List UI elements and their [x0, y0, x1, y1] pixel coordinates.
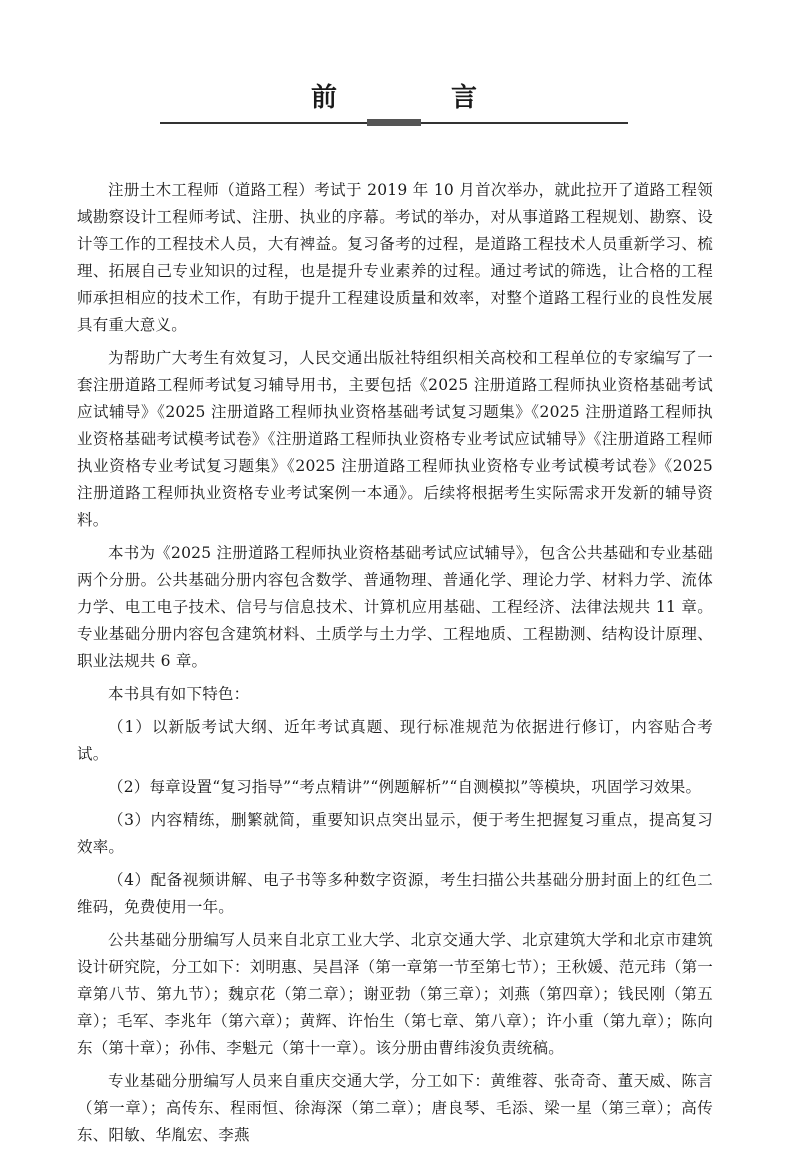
paragraph-book-content: 本书为《2025 注册道路工程师执业资格基础考试应试辅导》，包含公共基础和专业基础两个分册。公共基础分册内容包含数学、普通物理、普通化学、理论力学、材料力学、流体力学、电工电子技术、信号与信息技术、计算机应用基础、工程经济、法律法规共 11 章。专业基础分册内容包含建筑材料、土质学与土力学、工程地质、工程勘测、结构设计原理、职业法规共 6 章。: [77, 544, 713, 670]
paragraph-series: 为帮助广大考生有效复习，人民交通出版社特组织相关高校和工程单位的专家编写了一套注册道路工程师考试复习辅导用书，主要包括《2025 注册道路工程师执业资格基础考试应试辅导》《2025 注册道路工程师执业资格基础考试复习题集》《2025 注册道路工程师执业资格基础考试模考试卷》《注册道路工程师执业资格专业考试应试辅导》《注册道路工程师执业资格专业考试复习题集》《2025 注册道路工程师执业资格专业考试模考试卷》《2025 注册道路工程师执业资格专业考试案例一本通》。后续将根据考生实际需求开发新的辅导资料。: [77, 349, 713, 529]
paragraph-feature-3: （3）内容精练，删繁就简，重要知识点突出显示，便于考生把握复习重点，提高复习效率。: [77, 811, 713, 856]
paragraph-features-heading: 本书具有如下特色：: [108, 685, 250, 703]
page-title: 前 言: [310, 83, 521, 113]
title-underline-accent: [367, 119, 421, 126]
paragraph-feature-4: （4）配备视频讲解、电子书等多种数字资源，考生扫描公共基础分册封面上的红色二维码，免费使用一年。: [77, 871, 713, 916]
paragraph-intro: 注册土木工程师（道路工程）考试于 2019 年 10 月首次举办，就此拉开了道路工程领域勘察设计工程师考试、注册、执业的序幕。考试的举办，对从事道路工程规划、勘察、设计等工作的工程技术人员，大有裨益。复习备考的过程，是道路工程技术人员重新学习、梳理、拓展自己专业知识的过程，也是提升专业素养的过程。通过考试的筛选，让合格的工程师承担相应的技术工作，有助于提升工程建设质量和效率，对整个道路工程行业的良性发展具有重大意义。: [77, 181, 713, 334]
paragraph-professional-authors: 专业基础分册编写人员来自重庆交通大学，分工如下：黄维蓉、张奇奇、董天威、陈言（第一章）；高传东、程雨恒、徐海深（第二章）；唐良琴、毛添、梁一星（第三章）；高传东、阳敏、华胤宏、李燕: [77, 1072, 713, 1144]
paragraph-feature-1: （1）以新版考试大纲、近年考试真题、现行标准规范为依据进行修订，内容贴合考试。: [77, 718, 713, 763]
paragraph-public-authors: 公共基础分册编写人员来自北京工业大学、北京交通大学、北京建筑大学和北京市建筑设计研究院，分工如下：刘明惠、吴昌泽（第一章第一节至第七节）；王秋媛、范元玮（第一章第八节、第九节）；魏京花（第二章）；谢亚勃（第三章）；刘燕（第四章）；钱民刚（第五章）；毛军、李兆年（第六章）；黄辉、许怡生（第七章、第八章）；许小重（第九章）；陈向东（第十章）；孙伟、李魁元（第十一章）。该分册由曹纬浚负责统稿。: [77, 931, 713, 1057]
paragraph-feature-2: （2）每章设置“复习指导”“考点精讲”“例题解析”“自测模拟”等模块，巩固学习效果。: [108, 778, 702, 796]
body-text: [77, 177, 713, 1155]
